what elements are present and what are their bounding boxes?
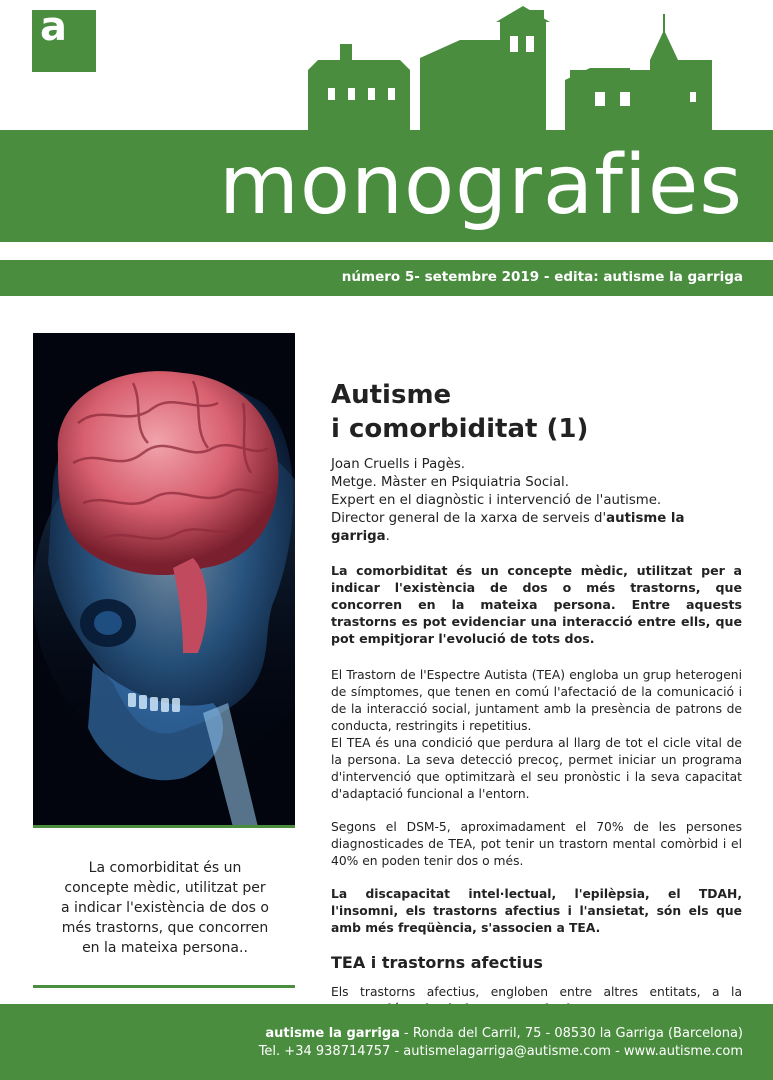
pull-quote: La comorbiditat és un concepte mèdic, utilitzat per a indicar l'existència de dos o més trastorns, que concorren en la mateixa persona.. xyxy=(61,860,269,956)
pull-quote-divider xyxy=(33,985,295,988)
author-role-3 xyxy=(331,510,742,546)
issue-band xyxy=(0,260,773,296)
footer-address xyxy=(265,1026,743,1041)
paragraph-1: El Trastorn de l'Espectre Autista (TEA) engloba un grup heterogeni de símptomes, que tenen en comú l'afectació de la comunicació i de la interacció social, juntament amb la presència de patrons de conducta, restringits i repetitius. xyxy=(331,668,742,733)
image-divider xyxy=(33,825,295,828)
author-role-2: Expert en el diagnòstic i intervenció de l'autisme. xyxy=(331,493,662,508)
footer-org: autisme la garriga xyxy=(265,1026,400,1041)
author-block xyxy=(331,456,742,546)
author-role-3-suffix: . xyxy=(385,529,390,544)
section-heading: TEA i trastorns afectius xyxy=(331,953,543,972)
article-title xyxy=(331,378,742,446)
lead-paragraph: La comorbiditat és un concepte mèdic, utilitzat per a indicar l'existència de dos o més trastorns, que concorren en la mateixa persona. Entre aquests trastorns es pot evidenciar una interacció entre ells, que pot empitjorar l'evolució de tots dos. xyxy=(331,563,742,646)
brain-skull-illustration xyxy=(33,333,295,827)
brain-skull-image xyxy=(33,333,295,827)
paragraph-2: El TEA és una condició que perdura al llarg de tot el cicle vital de la persona. La seva detecció precoç, permet iniciar un programa d'intervenció que optimitzarà el seu pronòstic i la seva capacitat d'adaptació funcional a l'entorn. xyxy=(331,736,742,801)
author-role-3-prefix: Director general de la xarxa de serveis d' xyxy=(331,511,607,526)
author-name: Joan Cruells i Pagès. xyxy=(331,457,466,472)
town-skyline-illustration xyxy=(300,0,773,135)
paragraph-5-prefix: Els trastorns afectius, engloben entre altres entitats, a la xyxy=(331,985,742,999)
issue-text: número 5- setembre 2019 - edita: xyxy=(341,269,604,285)
author-org: autisme la garriga xyxy=(331,511,685,544)
logo xyxy=(32,4,96,72)
issue-info xyxy=(342,269,743,285)
article xyxy=(331,378,742,1018)
publication-title: monografies xyxy=(218,138,743,233)
author-role-1: Metge. Màster en Psiquiatria Social. xyxy=(331,475,569,490)
paragraph-4: La discapacitat intel·lectual, l'epilèpsia, el TDAH, l'insomni, els trastorns afectius i l'ansietat, són els que amb més freqüència, s'associen a TEA. xyxy=(331,887,742,935)
article-title-line1: Autisme xyxy=(331,380,452,410)
header-band xyxy=(0,130,773,242)
logo-letter: a xyxy=(40,4,67,50)
footer xyxy=(0,1004,773,1080)
footer-contact: Tel. +34 938714757 - autismelagarriga@autisme.com - www.autisme.com xyxy=(258,1044,743,1059)
paragraph-3: Segons el DSM-5, aproximadament el 70% de les persones diagnosticades de TEA, pot tenir un trastorn mental comòrbid i el 40% en poden tenir dos o més. xyxy=(331,820,742,868)
footer-address-text: - Ronda del Carril, 75 - 08530 la Garriga (Barcelona) xyxy=(399,1026,743,1041)
publisher-name: autisme la garriga xyxy=(603,269,743,285)
article-title-line2: i comorbiditat (1) xyxy=(331,414,589,444)
